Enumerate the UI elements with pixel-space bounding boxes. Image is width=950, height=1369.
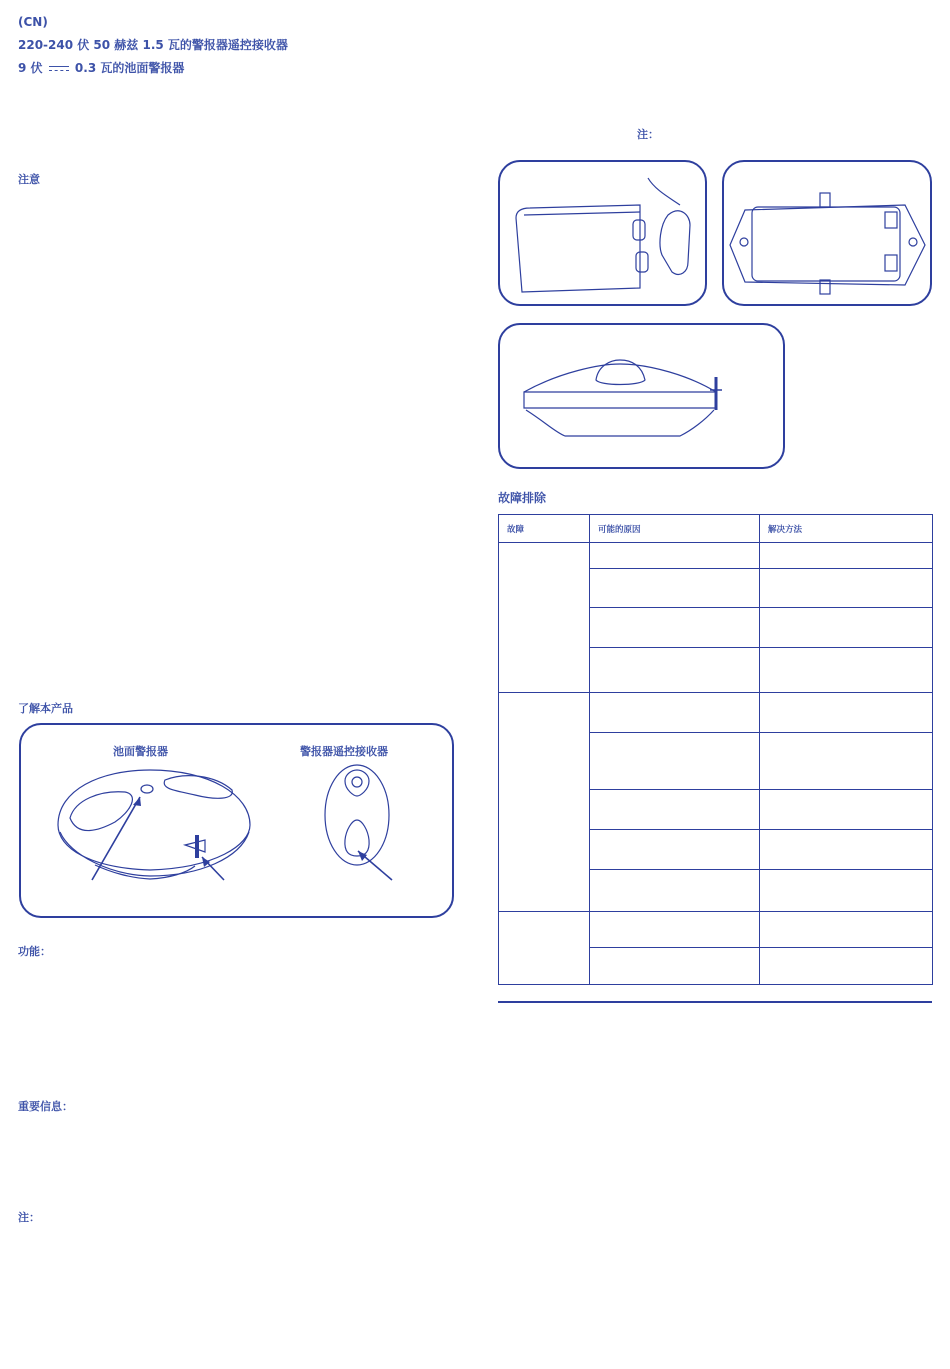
cause-cell [590,648,760,693]
solution-cell [760,948,933,985]
important-heading: 重要信息： [18,1100,73,1113]
fault-cell [499,543,590,693]
receiver-spec-line: 220-240 伏 50 赫兹 1.5 瓦的警报器遥控接收器 [18,38,288,52]
table-header-row [499,515,933,543]
table-row [499,912,933,948]
power-text: 0.3 瓦的池面警报器 [74,61,185,75]
voltage-text: 9 伏 [18,61,43,75]
fault-cell [499,693,590,912]
solution-cell [760,569,933,608]
battery-holder-icon [730,193,925,294]
solution-cell [760,608,933,648]
header-cause: 可能的原因 [590,515,760,543]
solution-cell [760,830,933,870]
cause-cell [590,870,760,912]
cause-cell [590,608,760,648]
table-row [499,543,933,569]
solution-cell [760,648,933,693]
fault-cell [499,912,590,985]
solution-cell [760,790,933,830]
header-solution: 解决方法 [760,515,933,543]
header-fault: 故障 [499,515,590,543]
cause-cell [590,693,760,733]
language-code: (CN) [18,15,48,29]
left-note-heading: 注： [18,1211,40,1224]
solution-cell [760,733,933,790]
cause-cell [590,543,760,569]
caution-heading: 注意 [18,173,40,186]
pool-alarm-label: 池面警报器 [113,745,168,758]
cause-cell [590,948,760,985]
table-row [499,693,933,733]
solution-cell [760,912,933,948]
solution-cell [760,870,933,912]
functions-heading: 功能： [18,945,51,958]
battery-icon [516,178,690,292]
cause-cell [590,830,760,870]
cause-cell [590,569,760,608]
cause-cell [590,733,760,790]
right-note-heading: 注： [637,128,659,141]
receiver-label: 警报器遥控接收器 [300,745,388,758]
solution-cell [760,543,933,569]
alarm-side-icon [524,360,722,436]
table-divider [498,1001,932,1003]
cause-cell [590,912,760,948]
know-product-heading: 了解本产品 [18,702,73,715]
solution-cell [760,693,933,733]
troubleshooting-table [498,514,933,985]
cause-cell [590,790,760,830]
troubleshooting-heading: 故障排除 [498,491,547,505]
